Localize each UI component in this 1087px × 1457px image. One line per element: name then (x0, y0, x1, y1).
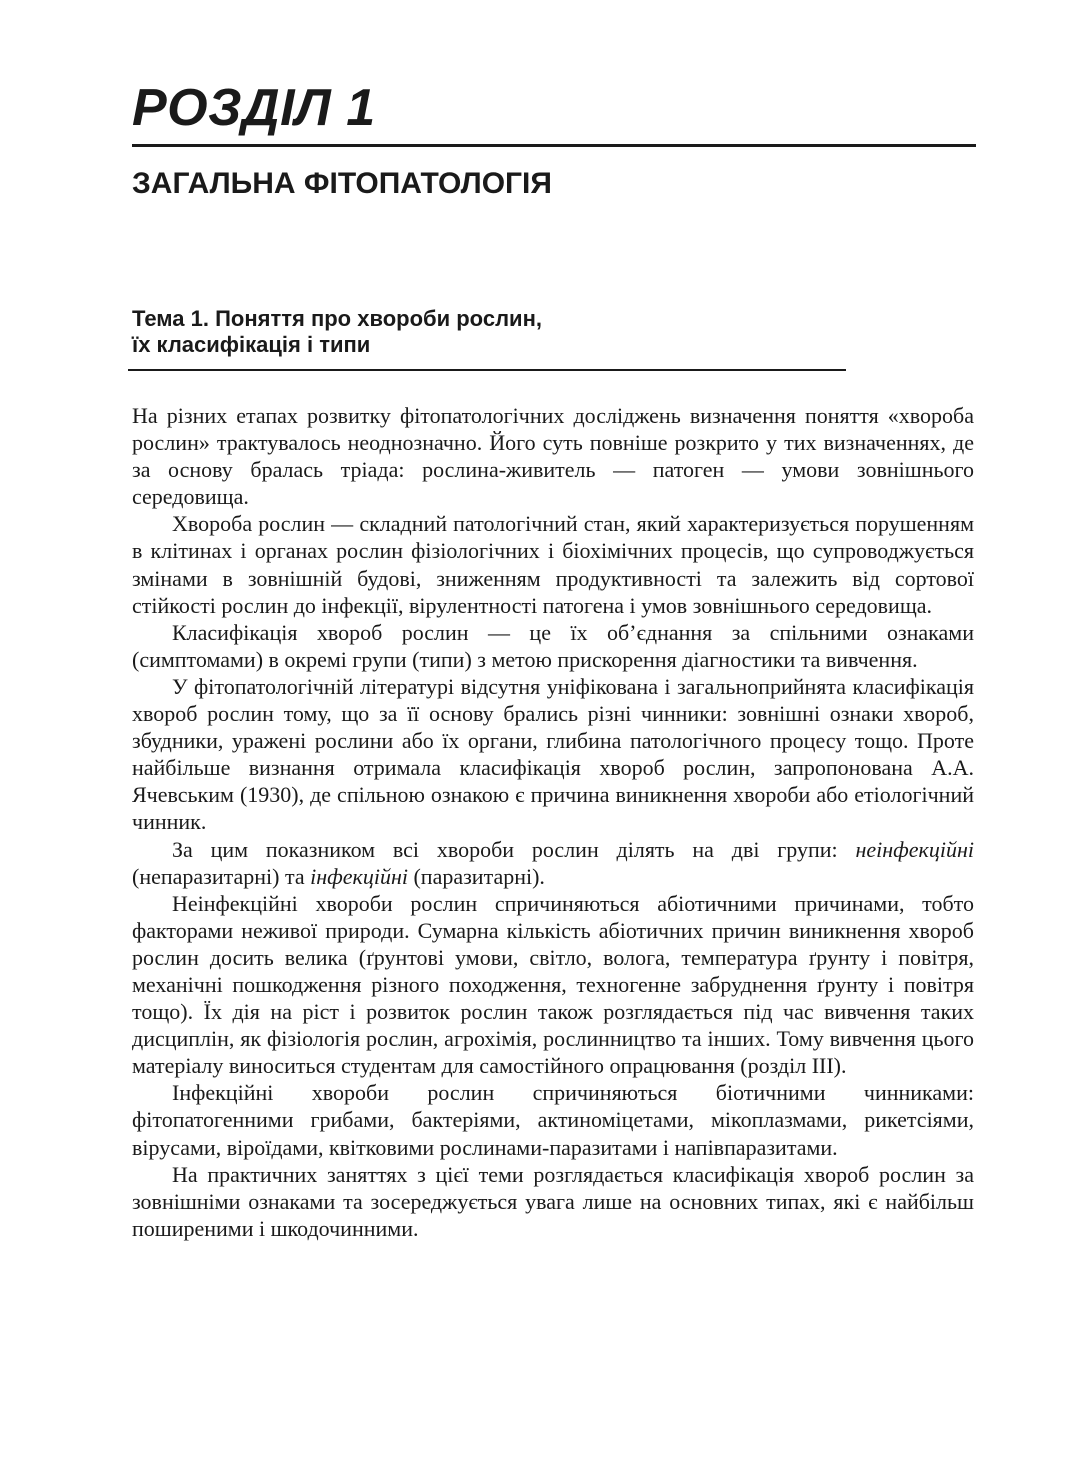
paragraph-7: Інфекційні хвороби рослин спричиняються біотичними чинниками: фітопатогенними грибами, бактеріями, актиноміцетами, мікоплазмами, рикетсіями, вірусами, віроїдами, квітковими рослинами-паразитами і напівпаразитами. (132, 1080, 974, 1160)
topic-title-line-2: їх класифікація і типи (132, 332, 371, 357)
chapter-label: РОЗДІЛ 1 (132, 79, 376, 137)
term-infectious: інфекційні (310, 863, 408, 889)
chapter-title: ЗАГАЛЬНА ФІТОПАТОЛОГІЯ (132, 167, 552, 200)
term-noninfectious: неінфекційні (855, 836, 974, 862)
paragraph-3: Класифікація хвороб рослин — це їх об’єднання за спільними ознаками (симптомами) в окремі групи (типи) з метою прискорення діагностики та вивчення. (132, 619, 974, 672)
paragraph-2: Хвороба рослин — складний патологічний стан, який характеризується порушенням в клітинах і органах рослин фізіологічних і біохімічних процесів, що супроводжується змінами в зовнішній будові, зниженням продуктивності та залежить від сортової стійкості рослин до інфекції, вірулентності патогена і умов зовнішнього середовища. (132, 511, 974, 618)
paragraph-4: У фітопатологічній літературі відсутня уніфікована і загальноприйнята класифікація хвороб рослин тому, що за її основу брались різні чинники: зовнішні ознаки хвороб, збудники, уражені рослини або їх органи, глибина патологічного процесу тощо. Проте найбільше визнання отримала класифікація хвороб рослин, запропонована А.А. Ячевським (1930), де спільною ознакою є причина виникнення хвороби або етіологічний чинник. (132, 673, 974, 835)
topic-title-line-1: Тема 1. Поняття про хвороби рослин, (132, 306, 542, 331)
paragraph-5-after: (паразитарні). (407, 863, 545, 889)
chapter-divider (132, 144, 976, 147)
topic-divider (128, 369, 846, 371)
body-text (132, 402, 974, 1242)
paragraph-5 (132, 836, 974, 890)
topic-title (132, 306, 542, 358)
paragraph-1: На різних етапах розвитку фітопатологічних досліджень визначення поняття «хвороба рослин» трактувалось неоднозначно. Його суть повніше розкрито у тих визначеннях, де за основу бралась тріада: рослина-живитель — патоген — умови зовнішнього середовища. (132, 403, 974, 510)
paragraph-5-before: За цим показником всі хвороби рослин ділять на дві групи: (172, 836, 856, 862)
paragraph-6: Неінфекційні хвороби рослин спричиняються абіотичними причинами, тобто факторами неживої природи. Сумарна кількість абіотичних причин виникнення хвороб рослин досить велика (ґрунтові умови, світло, волога, температура ґрунту і повітря, механічні пошкодження різного походження, техногенне забруднення ґрунту і повітря тощо). Їх дія на ріст і розвиток рослин також розглядається під час вивчення таких дисциплін, як фізіологія рослин, агрохімія, рослинництво та інших. Тому вивчення цього матеріалу виноситься студентам для самостійного опрацювання (розділ III). (132, 890, 974, 1079)
paragraph-8: На практичних заняттях з цієї теми розглядається класифікація хвороб рослин за зовнішніми ознаками та зосереджується увага лише на основних типах, які є найбільш поширеними і шкодочинними. (132, 1161, 974, 1241)
paragraph-5-middle: (непаразитарні) та (132, 863, 311, 889)
